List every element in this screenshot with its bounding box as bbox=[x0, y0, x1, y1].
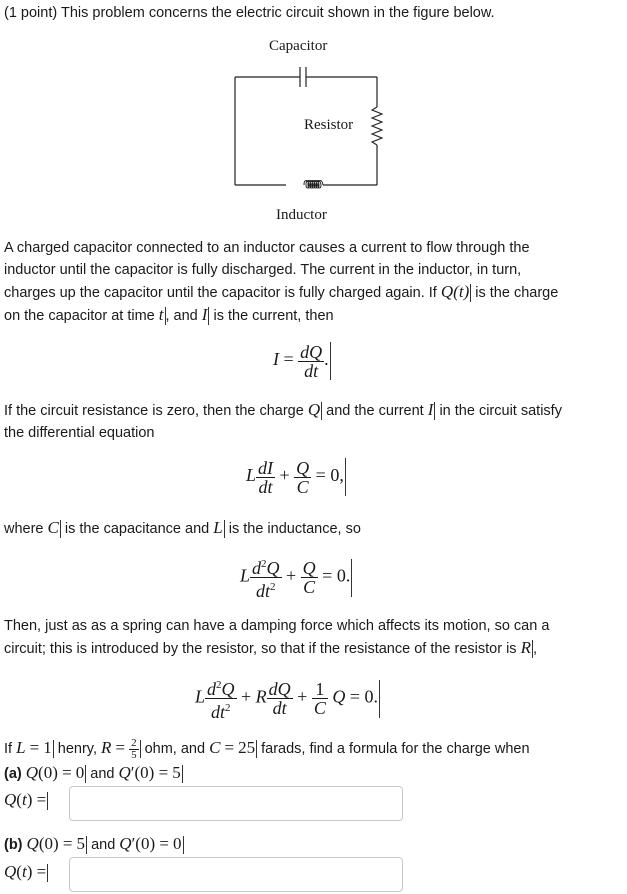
part-a-Q0: 0 bbox=[75, 763, 85, 782]
p2-line1: If the circuit resistance is zero, then the charge Q and the current I in the circuit satisfy bbox=[4, 400, 562, 419]
paragraph-1 bbox=[4, 237, 624, 327]
points-label: (1 point) bbox=[4, 5, 58, 21]
resistor-label: Resistor bbox=[304, 117, 354, 133]
part-b-Q0: 5 bbox=[76, 834, 86, 853]
paragraph-4 bbox=[4, 615, 624, 660]
math-t: t bbox=[158, 305, 164, 324]
p1-line2: inductor until the capacitor is fully discharged. The current in the inductor, in turn, bbox=[4, 262, 522, 278]
p4-line2: circuit; this is introduced by the resistor, so that if the resistance of the resistor is R , bbox=[4, 638, 538, 657]
equation-lc: L $\frac{dI}{dt}$ + $\frac{Q}{C}$ = 0, bbox=[246, 457, 344, 497]
L-value: 1 bbox=[43, 738, 52, 757]
math-I: I bbox=[201, 305, 208, 324]
math-I-2: I bbox=[427, 400, 434, 419]
part-a-Qprime0: 5 bbox=[172, 763, 181, 782]
part-a-label: (a) bbox=[4, 766, 22, 782]
math-R: R bbox=[520, 638, 531, 657]
part-b-conditions: (b) Q(0) = 5 and Q′(0) = 0 bbox=[4, 834, 182, 853]
equation-lc-second-order: L $\frac{d^2Q}{dt^2}$ + $\frac{Q}{C}$ = 0. bbox=[240, 555, 352, 600]
circuit-figure bbox=[231, 35, 363, 225]
part-b-answer-label: Q(t) = bbox=[4, 862, 47, 881]
intro-text: This problem concerns the electric circuit shown in the figure below. bbox=[60, 5, 495, 21]
p2-line2: the differential equation bbox=[4, 425, 155, 441]
R-numerator: 2 bbox=[131, 736, 137, 749]
math-L: L bbox=[213, 518, 223, 537]
p1-line3: charges up the capacitor until the capacitor is fully charged again. If Q(t) is the charge bbox=[4, 282, 559, 301]
p4-line1: Then, just as as a spring can have a damping force which affects its motion, so can a bbox=[4, 618, 550, 634]
equation-current: I = $\frac{dQ}{dt}$ . bbox=[273, 341, 329, 381]
R-denominator: 5 bbox=[131, 748, 137, 761]
C-value: 25 bbox=[238, 738, 256, 757]
p1-line1: A charged capacitor connected to an inductor causes a current to flow through the bbox=[4, 240, 530, 256]
equation-rlc: L $\frac{d^2Q}{dt^2}$ + R $\frac{dQ}{dt}$ + $\frac{1}{C}$ Q = 0. bbox=[195, 676, 380, 721]
inductor-label: Inductor bbox=[276, 207, 327, 223]
problem-header bbox=[4, 2, 495, 24]
part-b-label: (b) bbox=[4, 837, 23, 853]
math-Q-of-t: Q(t) bbox=[440, 282, 470, 301]
paragraph-3: where C is the capacitance and L is the inductance, so bbox=[4, 518, 361, 537]
part-b-answer-input[interactable] bbox=[69, 857, 403, 892]
problem-statement: If L = 1 henry, R = $\frac{2}{5}$ ohm, and C = 25 farads, find a formula for the charge when bbox=[4, 736, 530, 761]
part-b-Qprime0: 0 bbox=[173, 834, 182, 853]
p1-line4: on the capacitor at time t , and I is the current, then bbox=[4, 305, 334, 324]
paragraph-2 bbox=[4, 399, 624, 444]
part-a-answer-input[interactable] bbox=[69, 786, 403, 821]
part-a-answer-label: Q(t) = bbox=[4, 790, 47, 809]
math-Q: Q bbox=[307, 400, 321, 419]
part-a-conditions: (a) Q(0) = 0 and Q′(0) = 5 bbox=[4, 763, 181, 782]
capacitor-label: Capacitor bbox=[269, 38, 328, 54]
math-C: C bbox=[47, 518, 59, 537]
